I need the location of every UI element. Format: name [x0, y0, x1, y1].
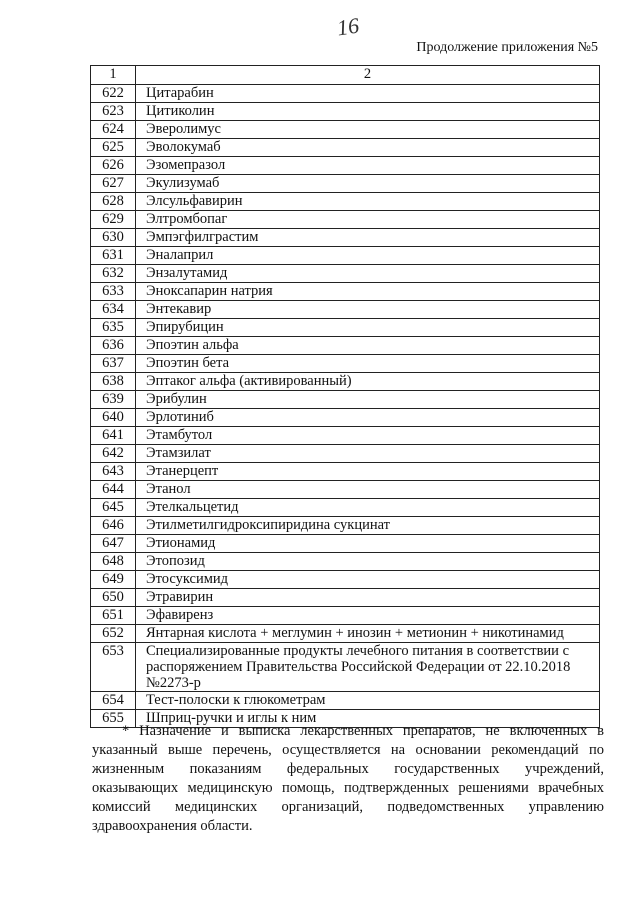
drug-name: Этелкальцетид [136, 499, 600, 517]
table-row [91, 283, 600, 301]
row-number: 635 [91, 319, 136, 337]
table-row [91, 103, 600, 121]
table-row [91, 373, 600, 391]
row-number: 640 [91, 409, 136, 427]
drug-name: Элтромбопаг [136, 211, 600, 229]
drug-name: Эноксапарин натрия [136, 283, 600, 301]
row-number: 629 [91, 211, 136, 229]
drug-name: Тест-полоски к глюкометрам [136, 692, 600, 710]
drug-name: Эпоэтин бета [136, 355, 600, 373]
row-number: 649 [91, 571, 136, 589]
drug-name: Эфавиренз [136, 607, 600, 625]
drug-name: Эналаприл [136, 247, 600, 265]
drug-name: Этамбутол [136, 427, 600, 445]
row-number: 644 [91, 481, 136, 499]
table-row [91, 139, 600, 157]
table-row [91, 692, 600, 710]
row-number: 641 [91, 427, 136, 445]
drug-name: Эверолимус [136, 121, 600, 139]
table-row [91, 193, 600, 211]
row-number: 624 [91, 121, 136, 139]
table-row [91, 337, 600, 355]
row-number: 626 [91, 157, 136, 175]
row-number: 650 [91, 589, 136, 607]
row-number: 645 [91, 499, 136, 517]
row-number: 633 [91, 283, 136, 301]
row-number: 623 [91, 103, 136, 121]
table-row [91, 409, 600, 427]
row-number: 628 [91, 193, 136, 211]
table-row [91, 391, 600, 409]
page-number: 16 [335, 12, 361, 41]
row-number: 646 [91, 517, 136, 535]
drug-name: Специализированные продукты лечебного питания в соответствии с распоряжением Правительства Российской Федерации от 22.10.2018 №2273-р [136, 643, 600, 692]
drug-name: Эмпэгфилграстим [136, 229, 600, 247]
row-number: 652 [91, 625, 136, 643]
drug-name: Этилметилгидроксипиридина сукцинат [136, 517, 600, 535]
drug-name: Эптаког альфа (активированный) [136, 373, 600, 391]
table-row [91, 85, 600, 103]
row-number: 647 [91, 535, 136, 553]
drug-name: Шприц-ручки и иглы к ним [136, 710, 600, 728]
footnote: * Назначение и выписка лекарственных препаратов, не включенных в указанный выше перечень, осуществляется на основании рекомендаций по жизненным показаниям федеральных государственных учреждений, оказывающих медицинскую помощь, подтвержденных решениями врачебных комиссий медицинских организаций, подведомственных управлению здравоохранения области. [92, 723, 604, 834]
drug-name: Этамзилат [136, 445, 600, 463]
drug-name: Эволокумаб [136, 139, 600, 157]
table-row [91, 481, 600, 499]
table-row [91, 445, 600, 463]
row-number: 643 [91, 463, 136, 481]
table-row [91, 589, 600, 607]
table-row [91, 175, 600, 193]
appendix-continuation-label: Продолжение приложения №5 [416, 40, 598, 55]
drug-name: Энзалутамид [136, 265, 600, 283]
row-number: 653 [91, 643, 136, 692]
column-header-number: 1 [91, 66, 136, 85]
table-row [91, 301, 600, 319]
table-row [91, 463, 600, 481]
drug-name: Этравирин [136, 589, 600, 607]
drug-name: Эрибулин [136, 391, 600, 409]
drug-name: Эпирубицин [136, 319, 600, 337]
row-number: 638 [91, 373, 136, 391]
table-row [91, 517, 600, 535]
table-row [91, 553, 600, 571]
row-number: 654 [91, 692, 136, 710]
drug-name: Этионамид [136, 535, 600, 553]
table-row [91, 535, 600, 553]
drug-name: Эпоэтин альфа [136, 337, 600, 355]
table-row [91, 229, 600, 247]
drug-name: Экулизумаб [136, 175, 600, 193]
drug-name: Этанол [136, 481, 600, 499]
table-row [91, 427, 600, 445]
table-row [91, 121, 600, 139]
drug-name: Цитиколин [136, 103, 600, 121]
drug-name: Эзомепразол [136, 157, 600, 175]
table-row [91, 643, 600, 692]
drug-name: Янтарная кислота + меглумин + инозин + метионин + никотинамид [136, 625, 600, 643]
row-number: 639 [91, 391, 136, 409]
table-row [91, 355, 600, 373]
row-number: 637 [91, 355, 136, 373]
row-number: 622 [91, 85, 136, 103]
row-number: 655 [91, 710, 136, 728]
table-row [91, 499, 600, 517]
table-row [91, 571, 600, 589]
table-row [91, 247, 600, 265]
drug-list-table [90, 65, 600, 728]
table-row [91, 607, 600, 625]
row-number: 651 [91, 607, 136, 625]
drug-name: Эрлотиниб [136, 409, 600, 427]
drug-name: Элсульфавирин [136, 193, 600, 211]
row-number: 627 [91, 175, 136, 193]
row-number: 630 [91, 229, 136, 247]
table-header-row [91, 66, 600, 85]
drug-name: Энтекавир [136, 301, 600, 319]
table-row [91, 625, 600, 643]
drug-name: Этосуксимид [136, 571, 600, 589]
table-row [91, 211, 600, 229]
drug-name: Этопозид [136, 553, 600, 571]
row-number: 631 [91, 247, 136, 265]
table-row [91, 157, 600, 175]
row-number: 632 [91, 265, 136, 283]
row-number: 648 [91, 553, 136, 571]
drug-name: Цитарабин [136, 85, 600, 103]
row-number: 625 [91, 139, 136, 157]
row-number: 634 [91, 301, 136, 319]
table-row [91, 265, 600, 283]
drug-name: Этанерцепт [136, 463, 600, 481]
table-body [91, 85, 600, 728]
column-header-name: 2 [136, 66, 600, 85]
row-number: 636 [91, 337, 136, 355]
row-number: 642 [91, 445, 136, 463]
table-row [91, 319, 600, 337]
